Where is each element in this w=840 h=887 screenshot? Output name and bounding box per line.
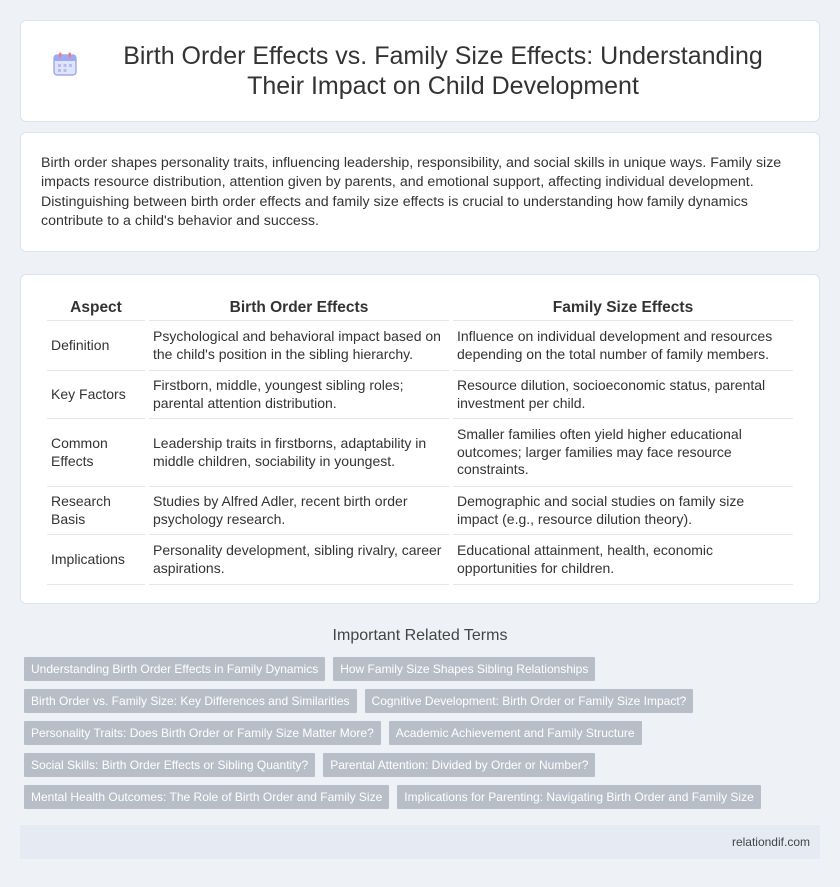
comparison-table [43, 295, 797, 585]
cell-birth-order: Firstborn, middle, youngest sibling roles; parental attention distribution. [149, 371, 449, 419]
cell-family-size: Demographic and social studies on family size impact (e.g., resource dilution theory). [453, 487, 793, 535]
comparison-table-card [20, 274, 820, 604]
cell-aspect: Key Factors [47, 371, 145, 419]
related-term-link[interactable]: Mental Health Outcomes: The Role of Birth Order and Family Size [24, 785, 389, 809]
header-aspect: Aspect [47, 295, 145, 321]
cell-family-size: Smaller families often yield higher educational outcomes; larger families may face resource constraints. [453, 419, 793, 487]
intro-text: Birth order shapes personality traits, influencing leadership, responsibility, and social skills in unique ways. Family size impacts resource distribution, attention given by parents, and emotional support, affecting individual development. Distinguishing between birth order effects and family size effects is crucial to understanding how family dynamics contribute to a child's behavior and success. [41, 155, 782, 229]
table-row [47, 371, 793, 419]
header-birth-order: Birth Order Effects [149, 295, 449, 321]
cell-aspect: Implications [47, 535, 145, 585]
related-term-link[interactable]: Birth Order vs. Family Size: Key Differences and Similarities [24, 689, 357, 713]
cell-family-size: Resource dilution, socioeconomic status, parental investment per child. [453, 371, 793, 419]
related-term-link[interactable]: Implications for Parenting: Navigating Birth Order and Family Size [397, 785, 760, 809]
table-row [47, 419, 793, 487]
cell-aspect: Common Effects [47, 419, 145, 487]
cell-birth-order: Leadership traits in firstborns, adaptability in middle children, sociability in youngest. [149, 419, 449, 487]
intro-section [20, 132, 820, 252]
calendar-icon [52, 51, 78, 77]
cell-birth-order: Personality development, sibling rivalry, career aspirations. [149, 535, 449, 585]
page-footer [20, 825, 820, 859]
related-term-link[interactable]: Parental Attention: Divided by Order or Number? [323, 753, 595, 777]
cell-aspect: Definition [47, 321, 145, 371]
related-terms-title: Important Related Terms [332, 627, 508, 644]
table-row [47, 321, 793, 371]
cell-aspect: Research Basis [47, 487, 145, 535]
header-family-size: Family Size Effects [453, 295, 793, 321]
cell-birth-order: Studies by Alfred Adler, recent birth order psychology research. [149, 487, 449, 535]
page-header [20, 20, 820, 122]
site-name: relationdif.com [731, 835, 810, 849]
related-term-link[interactable]: Understanding Birth Order Effects in Family Dynamics [24, 657, 325, 681]
related-term-link[interactable]: Social Skills: Birth Order Effects or Sibling Quantity? [24, 753, 315, 777]
cell-family-size: Influence on individual development and resources depending on the total number of family members. [453, 321, 793, 371]
cell-birth-order: Psychological and behavioral impact based on the child's position in the sibling hierarchy. [149, 321, 449, 371]
related-term-link[interactable]: Academic Achievement and Family Structure [389, 721, 642, 745]
related-term-link[interactable]: Cognitive Development: Birth Order or Family Size Impact? [365, 689, 694, 713]
related-term-link[interactable]: Personality Traits: Does Birth Order or Family Size Matter More? [24, 721, 381, 745]
table-row [47, 487, 793, 535]
related-term-link[interactable]: How Family Size Shapes Sibling Relationships [333, 657, 595, 681]
page-title: Birth Order Effects vs. Family Size Effects: Understanding Their Impact on Child Development [123, 42, 763, 100]
related-terms-list [24, 657, 816, 817]
cell-family-size: Educational attainment, health, economic opportunities for children. [453, 535, 793, 585]
table-row [47, 535, 793, 585]
